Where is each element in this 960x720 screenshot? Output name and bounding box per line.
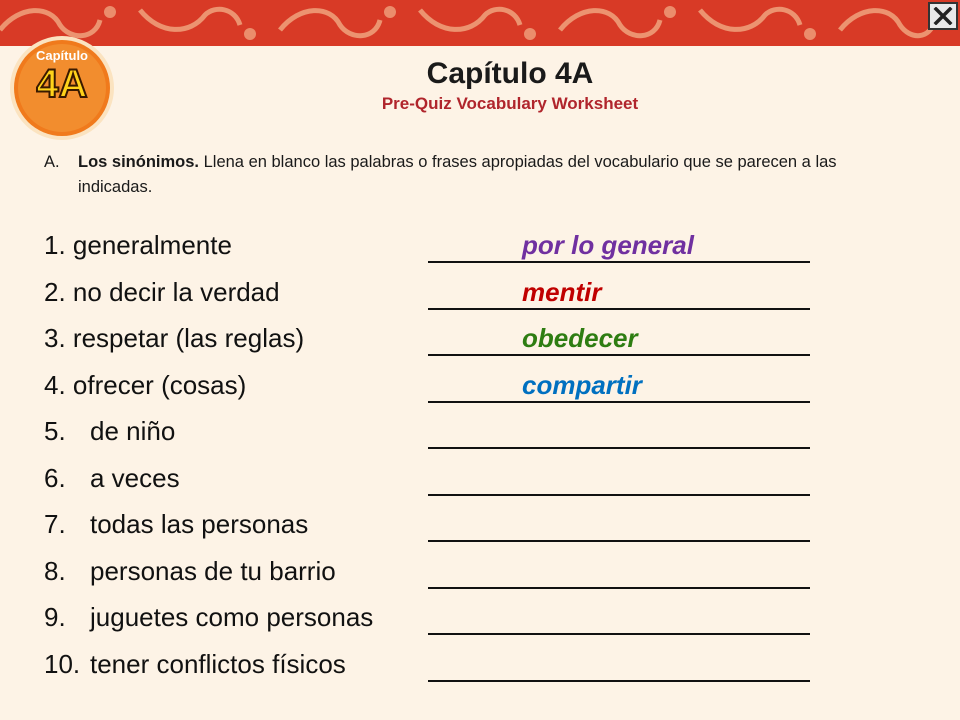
answer-blank[interactable] xyxy=(428,494,810,496)
item-number: 8. xyxy=(44,555,66,586)
instructions xyxy=(44,150,904,200)
item-number: 2. xyxy=(44,276,66,307)
decorative-banner xyxy=(0,0,960,46)
item-prompt: respetar (las reglas) xyxy=(72,323,305,353)
list-item xyxy=(44,366,844,413)
item-prompt: tener conflictos físicos xyxy=(90,648,346,679)
item-answer: por lo general xyxy=(522,230,694,260)
answer-blank[interactable] xyxy=(428,447,810,449)
item-answer: compartir xyxy=(522,369,642,400)
list-item xyxy=(44,226,844,273)
badge-label: Capítulo xyxy=(36,48,88,63)
item-prompt: todas las personas xyxy=(90,509,309,539)
item-answer: mentir xyxy=(522,276,602,307)
item-number: 4. xyxy=(44,369,66,400)
item-number: 10. xyxy=(44,648,81,679)
list-item xyxy=(44,598,844,645)
answer-blank[interactable] xyxy=(428,633,810,635)
answer-blank[interactable] xyxy=(428,401,810,403)
badge-code: 4A xyxy=(36,62,88,106)
list-item xyxy=(44,319,844,366)
answer-blank[interactable] xyxy=(428,261,810,263)
answer-blank[interactable] xyxy=(428,354,810,356)
list-item xyxy=(44,645,844,692)
chapter-badge xyxy=(8,34,116,142)
item-prompt: ofrecer (cosas) xyxy=(72,369,247,400)
item-number: 3. xyxy=(44,323,66,353)
section-heading: Los sinónimos. xyxy=(78,153,200,171)
instructions-text: Llena en blanco las palabras o frases apropiadas del vocabulario que se parecen a las indicadas. xyxy=(78,153,837,196)
item-answer: obedecer xyxy=(522,323,638,353)
list-item xyxy=(44,459,844,506)
item-number: 7. xyxy=(44,509,66,539)
item-number: 5. xyxy=(44,416,66,446)
close-button[interactable] xyxy=(928,2,958,30)
item-number: 9. xyxy=(44,602,66,632)
close-icon xyxy=(933,7,953,25)
section-letter: A. xyxy=(44,153,60,171)
item-prompt: juguetes como personas xyxy=(90,602,374,632)
item-prompt: no decir la verdad xyxy=(72,276,280,307)
answer-blank[interactable] xyxy=(428,587,810,589)
item-number: 1. xyxy=(44,230,66,260)
list-item xyxy=(44,505,844,552)
item-prompt: a veces xyxy=(90,462,180,493)
item-prompt: de niño xyxy=(90,416,176,446)
page-subtitle: Pre-Quiz Vocabulary Worksheet xyxy=(381,94,639,113)
vocabulary-list xyxy=(44,226,844,691)
item-prompt: personas de tu barrio xyxy=(90,555,336,586)
item-prompt: generalmente xyxy=(72,230,232,260)
list-item xyxy=(44,412,844,459)
page-title: Capítulo 4A xyxy=(426,57,594,90)
list-item xyxy=(44,273,844,320)
answer-blank[interactable] xyxy=(428,308,810,310)
banner-pattern xyxy=(0,0,960,46)
list-item xyxy=(44,552,844,599)
answer-blank[interactable] xyxy=(428,680,810,682)
answer-blank[interactable] xyxy=(428,540,810,542)
item-number: 6. xyxy=(44,462,66,493)
